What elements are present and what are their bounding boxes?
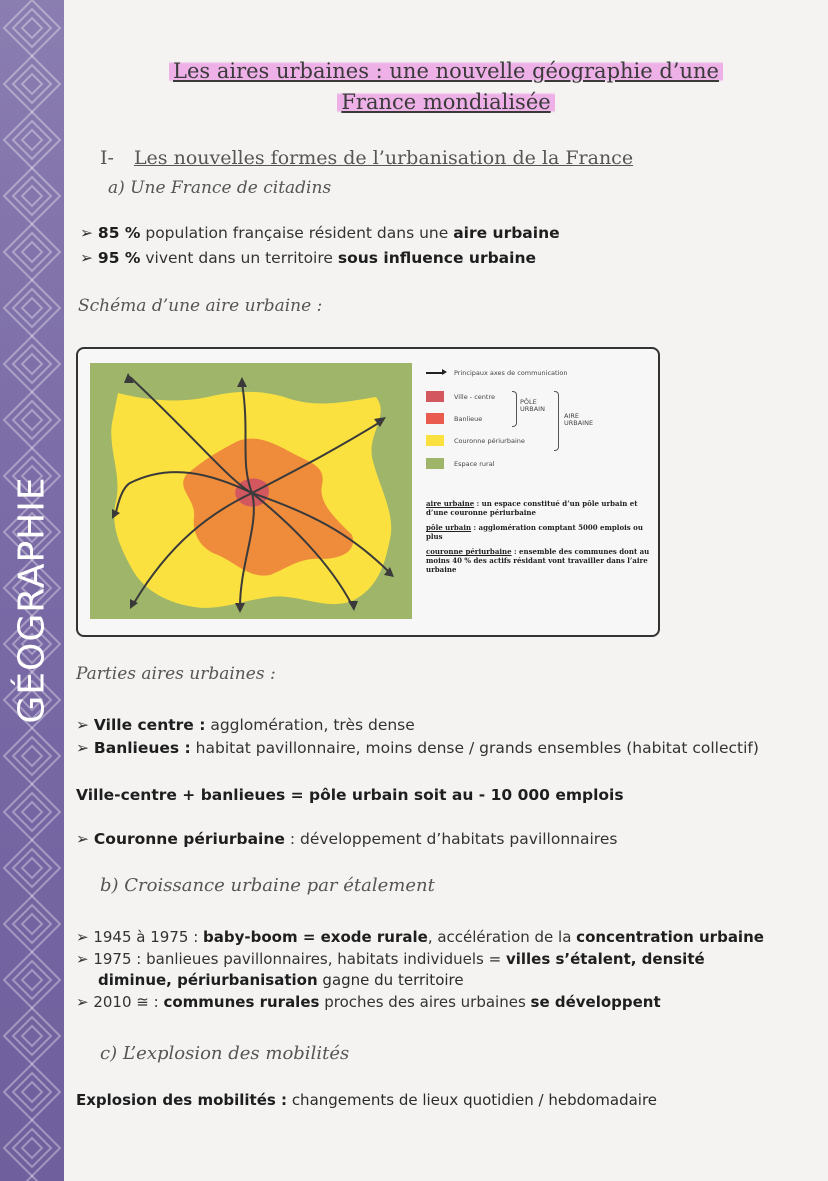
croissance-text: 2010 ≅ :: [93, 993, 164, 1011]
partie-item: [76, 716, 415, 734]
legend-banlieue: [426, 413, 482, 424]
aire-urbaine-brace: [554, 391, 559, 451]
equation: Ville-centre + banlieues = pôle urbain soit au - 10 000 emplois: [76, 786, 624, 804]
definition: [426, 499, 656, 517]
croissance-text: 1945 à 1975 :: [93, 928, 204, 946]
diamond-shape: [22, 746, 42, 766]
parties-label: Parties aires urbaines :: [76, 664, 276, 684]
stat-item: [80, 249, 536, 267]
stat-text: vivent dans un territoire: [140, 249, 338, 267]
legend-couronne: [426, 435, 525, 446]
legend-label: Espace rural: [454, 459, 495, 468]
section-heading-1: [100, 147, 633, 169]
diamond-shape: [22, 74, 42, 94]
diamond-shape: [22, 242, 42, 262]
legend-label: AIRE: [564, 412, 579, 420]
partie-text: habitat pavillonnaire, moins dense / grands ensembles (habitat collectif): [190, 739, 759, 757]
swatch: [426, 435, 444, 446]
diamond-shape: [22, 410, 42, 430]
legend-label: Principaux axes de communication: [454, 369, 568, 377]
croissance-bold: diminue, périurbanisation: [98, 971, 318, 989]
subsection-b: b) Croissance urbaine par étalement: [100, 875, 435, 896]
diamond-shape: [4, 1176, 60, 1181]
diamond-shape: [22, 1138, 42, 1158]
subsection-c: c) L’explosion des mobilités: [100, 1043, 350, 1064]
croissance-item-cont: [98, 971, 464, 989]
couronne-bold: Couronne périurbaine: [93, 830, 285, 848]
swatch: [426, 391, 444, 402]
definition: [426, 547, 656, 574]
definition-term: pôle urbain: [426, 523, 472, 532]
arrow-icon: [426, 372, 444, 374]
pole-urbain-label: [520, 399, 545, 413]
croissance-item: [76, 993, 661, 1011]
diamond-shape: [22, 130, 42, 150]
stat-item: [80, 224, 560, 242]
partie-item: [76, 739, 759, 757]
title-line-2: France mondialisée: [337, 90, 554, 114]
stat-value: 85 %: [97, 224, 141, 242]
definition-term: aire urbaine: [426, 499, 475, 508]
croissance-bold: concentration urbaine: [576, 928, 764, 946]
urban-area-diagram: [76, 347, 660, 637]
croissance-item: [76, 928, 764, 946]
croissance-bold: villes s’étalent, densité: [505, 950, 705, 968]
page: [64, 0, 828, 1181]
legend-label: Ville - centre: [454, 392, 495, 401]
partie-bold: Ville centre :: [93, 716, 206, 734]
diamond-shape: [22, 18, 42, 38]
croissance-text: , accélération de la: [427, 928, 577, 946]
legend-ville-centre: [426, 391, 495, 402]
croissance-bold: communes rurales: [163, 993, 320, 1011]
legend-arrow: [426, 369, 567, 377]
diamond-shape: [22, 1082, 42, 1102]
diamond-shape: [22, 802, 42, 822]
aire-urbaine-label: [564, 413, 593, 427]
section-title: Les nouvelles formes de l’urbanisation de la France: [133, 147, 634, 169]
swatch: [426, 458, 444, 469]
diamond-shape: [22, 970, 42, 990]
mobilites-item: [76, 1091, 657, 1109]
definition-text: : un espace constitué d’un pôle urbain et d’une couronne périurbaine: [426, 499, 638, 517]
legend-rural: [426, 458, 495, 469]
definition-text: : agglomération comptant 5000 emplois ou plus: [426, 523, 643, 541]
page-title: [64, 56, 828, 118]
croissance-bold: se développent: [530, 993, 661, 1011]
sidebar: [0, 0, 64, 1181]
mobilites-text: changements de lieux quotidien / hebdomadaire: [287, 1091, 658, 1109]
stat-bold: sous influence urbaine: [337, 249, 536, 267]
section-number: I-: [100, 147, 114, 169]
croissance-text: 1975 : banlieues pavillonnaires, habitats individuels =: [93, 950, 506, 968]
definition-term: couronne périurbaine: [426, 547, 512, 556]
schema-label: Schéma d’une aire urbaine :: [78, 296, 323, 316]
croissance-bold: baby-boom = exode rurale: [203, 928, 428, 946]
diamond-shape: [22, 1026, 42, 1046]
diamond-shape: [22, 298, 42, 318]
stat-text: population française résident dans une: [140, 224, 454, 242]
diamond-shape: [22, 858, 42, 878]
urban-area-map: [90, 363, 412, 619]
diamond-shape: [22, 914, 42, 934]
partie-text: agglomération, très dense: [205, 716, 415, 734]
croissance-text: gagne du territoire: [317, 971, 464, 989]
couronne-text: : développement d’habitats pavillonnaires: [284, 830, 618, 848]
stat-value: 95 %: [97, 249, 141, 267]
definition-text: : ensemble des communes dont au moins 40 % des actifs résidant vont travailler dans l’aire urbaine: [426, 547, 650, 574]
legend-label: Banlieue: [454, 414, 483, 423]
mobilites-bold: Explosion des mobilités :: [76, 1091, 288, 1109]
legend-label: PÔLE: [520, 398, 537, 406]
stat-bold: aire urbaine: [453, 224, 560, 242]
pole-urbain-brace: [512, 391, 517, 427]
croissance-item: [76, 950, 705, 968]
sidebar-label: GÉOGRAPHIE: [11, 476, 53, 724]
diamond-shape: [22, 354, 42, 374]
subsection-a: a) Une France de citadins: [108, 178, 332, 198]
legend-label: URBAINE: [564, 419, 594, 427]
legend-label: URBAIN: [520, 405, 545, 413]
couronne-item: [76, 830, 617, 848]
legend-label: Couronne périurbaine: [454, 436, 525, 445]
partie-bold: Banlieues :: [93, 739, 191, 757]
title-line-1: Les aires urbaines : une nouvelle géographie d’une: [169, 59, 723, 83]
diamond-shape: [22, 186, 42, 206]
swatch: [426, 413, 444, 424]
croissance-text: proches des aires urbaines: [319, 993, 531, 1011]
definitions: [426, 499, 656, 580]
definition: [426, 523, 656, 541]
